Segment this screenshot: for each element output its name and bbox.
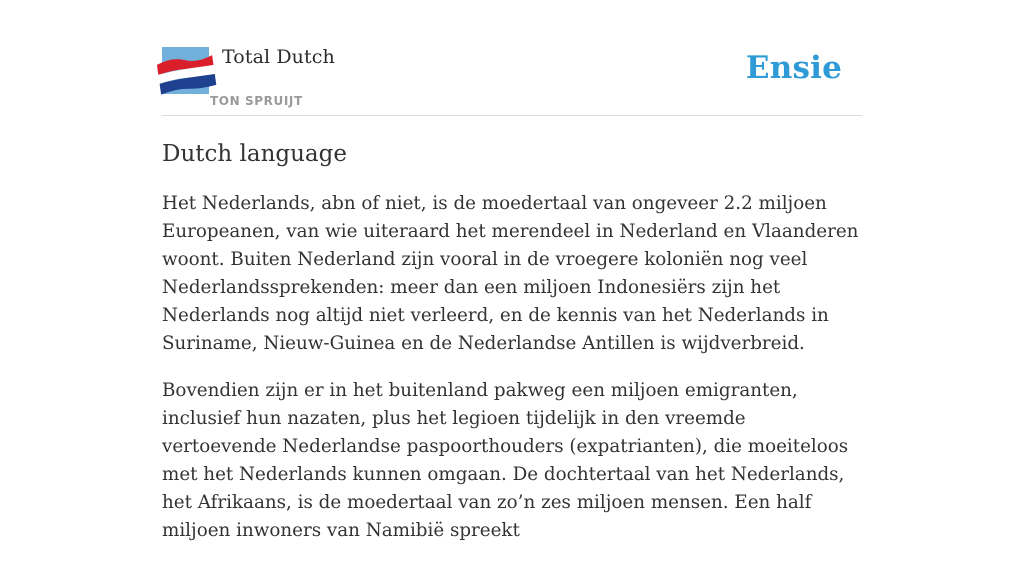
article-title: Dutch language [162,141,347,167]
blog-name[interactable]: Total Dutch [222,46,335,68]
article [162,138,862,564]
blog-header [162,40,862,116]
article-paragraph: Het Nederlands, abn of niet, is de moedertaal van ongeveer 2.2 miljoen Europeanen, van wie uiteraard het merendeel in Nederland en Vlaanderen woont. Buiten Nederland zijn vooral in de vroegere koloniën nog veel Nederlandssprekenden: meer dan een miljoen Indonesiërs zijn het Nederlands nog altijd niet verleerd, en de kennis van het Nederlands in Suriname, Nieuw-Guinea en de Nederlandse Antillen is wijdverbreid. [162,193,859,354]
author-name[interactable]: TON SPRUIJT [210,94,303,108]
blog-avatar[interactable] [162,47,209,94]
brand-logo[interactable]: Ensie [745,50,842,86]
article-paragraph: Bovendien zijn er in het buitenland pakweg een miljoen emigranten, inclusief hun nazaten, plus het legioen tijdelijk in den vreemde vertoevende Nederlandse paspoorthouders (expatrianten), die moeiteloos met het Nederlands kunnen omgaan. De dochtertaal van het Nederlands, het Afrikaans, is de moedertaal van zo’n zes miljoen mensen. Een half miljoen inwoners van Namibië spreekt [162,380,849,541]
dutch-flag-icon [162,47,209,94]
